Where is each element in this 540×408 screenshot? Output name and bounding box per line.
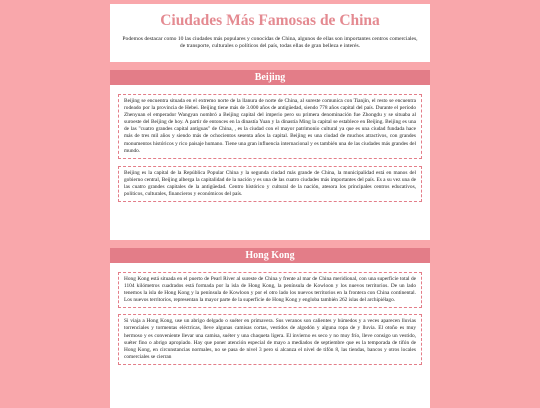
section-title-hong-kong: Hong Kong: [110, 248, 430, 263]
section-hong-kong: [110, 248, 430, 408]
section-beijing: [110, 70, 430, 240]
page-intro: Podemos destacar como 10 las ciudades más populares y conocidas de China, algunos de ellas son importantes centros comerciales, de transporte, culturales o políticos del país, todas ellas de gran belleza e interés.: [122, 36, 418, 49]
header-card: [110, 4, 430, 62]
beijing-paragraph-2: Beijing es la capital de la República Popular China y la segunda ciudad más grande de China, la municipalidad está en manos del gobierno central, Beijing alberga la capitalidad de la nación y es una de las cuatro ciudades más importantes del país. Es a su vez una de las cuatro grandes capitales de la antigüedad. Centro histórico y cultural de la nación, atesora los principales centros educativos, políticos, culturales, financieros y económicos del país.: [118, 166, 422, 202]
section-title-beijing: Beijing: [110, 70, 430, 85]
hong-kong-paragraph-2: Si viaja a Hong Kong, use un abrigo delgado o suéter en primavera. Sus veranos son calientes y húmedos y a veces aparecen lluvias torrenciales y tormentas eléctricas, lleve algunas camisas cortas, vestidos de algodón y alguna ropa de y lluvia. El otoño es muy hermoso y es conveniente llevar una camisa, suéter y una chaqueta ligera. El invierno es seco y no muy frío, lleve consigo un vestido, suéter fino o abrigo apropiado. Hay que poner atención especial de mayo a mediados de septiembre que es la temporada de tifón de Hong Kong, en circunstancias normales, no se pasa de nivel 3 pero si alcanza el nivel de tifón 8, las tiendas, bancos y otros locales comerciales se cierran: [118, 314, 422, 365]
beijing-paragraph-1: Beijing se encuentra situada en el extremo norte de la llanura de norte de China, al sureste comunica con Tianjin, el resto se encuentra rodeado por la provincia de Hebei. Beijing tiene más de 3.000 años de antigüedad, siendo 778 años capital del país. Durante el período Zhenyuan el emperador Wangyan nombró a Beijing capital del imperio pero su primera denominación fue Zhongdu y se situaba al suroeste del Beijing de hoy. A partir de entonces en la dinastía Yuan y la dinastía Ming la capital se establece en Beijing. Beijing es una de las "cuatro grandes capital antiguas" de China, , es la ciudad con el mayor patrimonio cultural ya que es una ciudad fundada hace más de tres mil años y siendo más de ochocientos sesenta años la capital. Beijing es una ciudad de muchos atractivos, con grandes monumentos históricos y rico paisaje humano. Tiene una gran influencia internacional y es también una de las ciudades más grandes del mundo.: [118, 94, 422, 159]
page-title: Ciudades Más Famosas de China: [160, 12, 380, 29]
hong-kong-paragraph-1: Hong Kong está situada en el puerto de Pearl River al sureste de China y frente al mar de China meridional, con una superficie total de 1104 kilómetros cuadrados está formada por la isla de Hong Kong, la península de Kowloon y los nuevos territorios. De un lado tenemos la isla de Hong Kong y la península de Kowloon y por el otro lado los nuevos territorios en la frontera con China continental. Los nuevos territorios, representan la mayor parte de la superficie de Hong Kong y engloba también 262 islas del archipiélago.: [118, 272, 422, 308]
